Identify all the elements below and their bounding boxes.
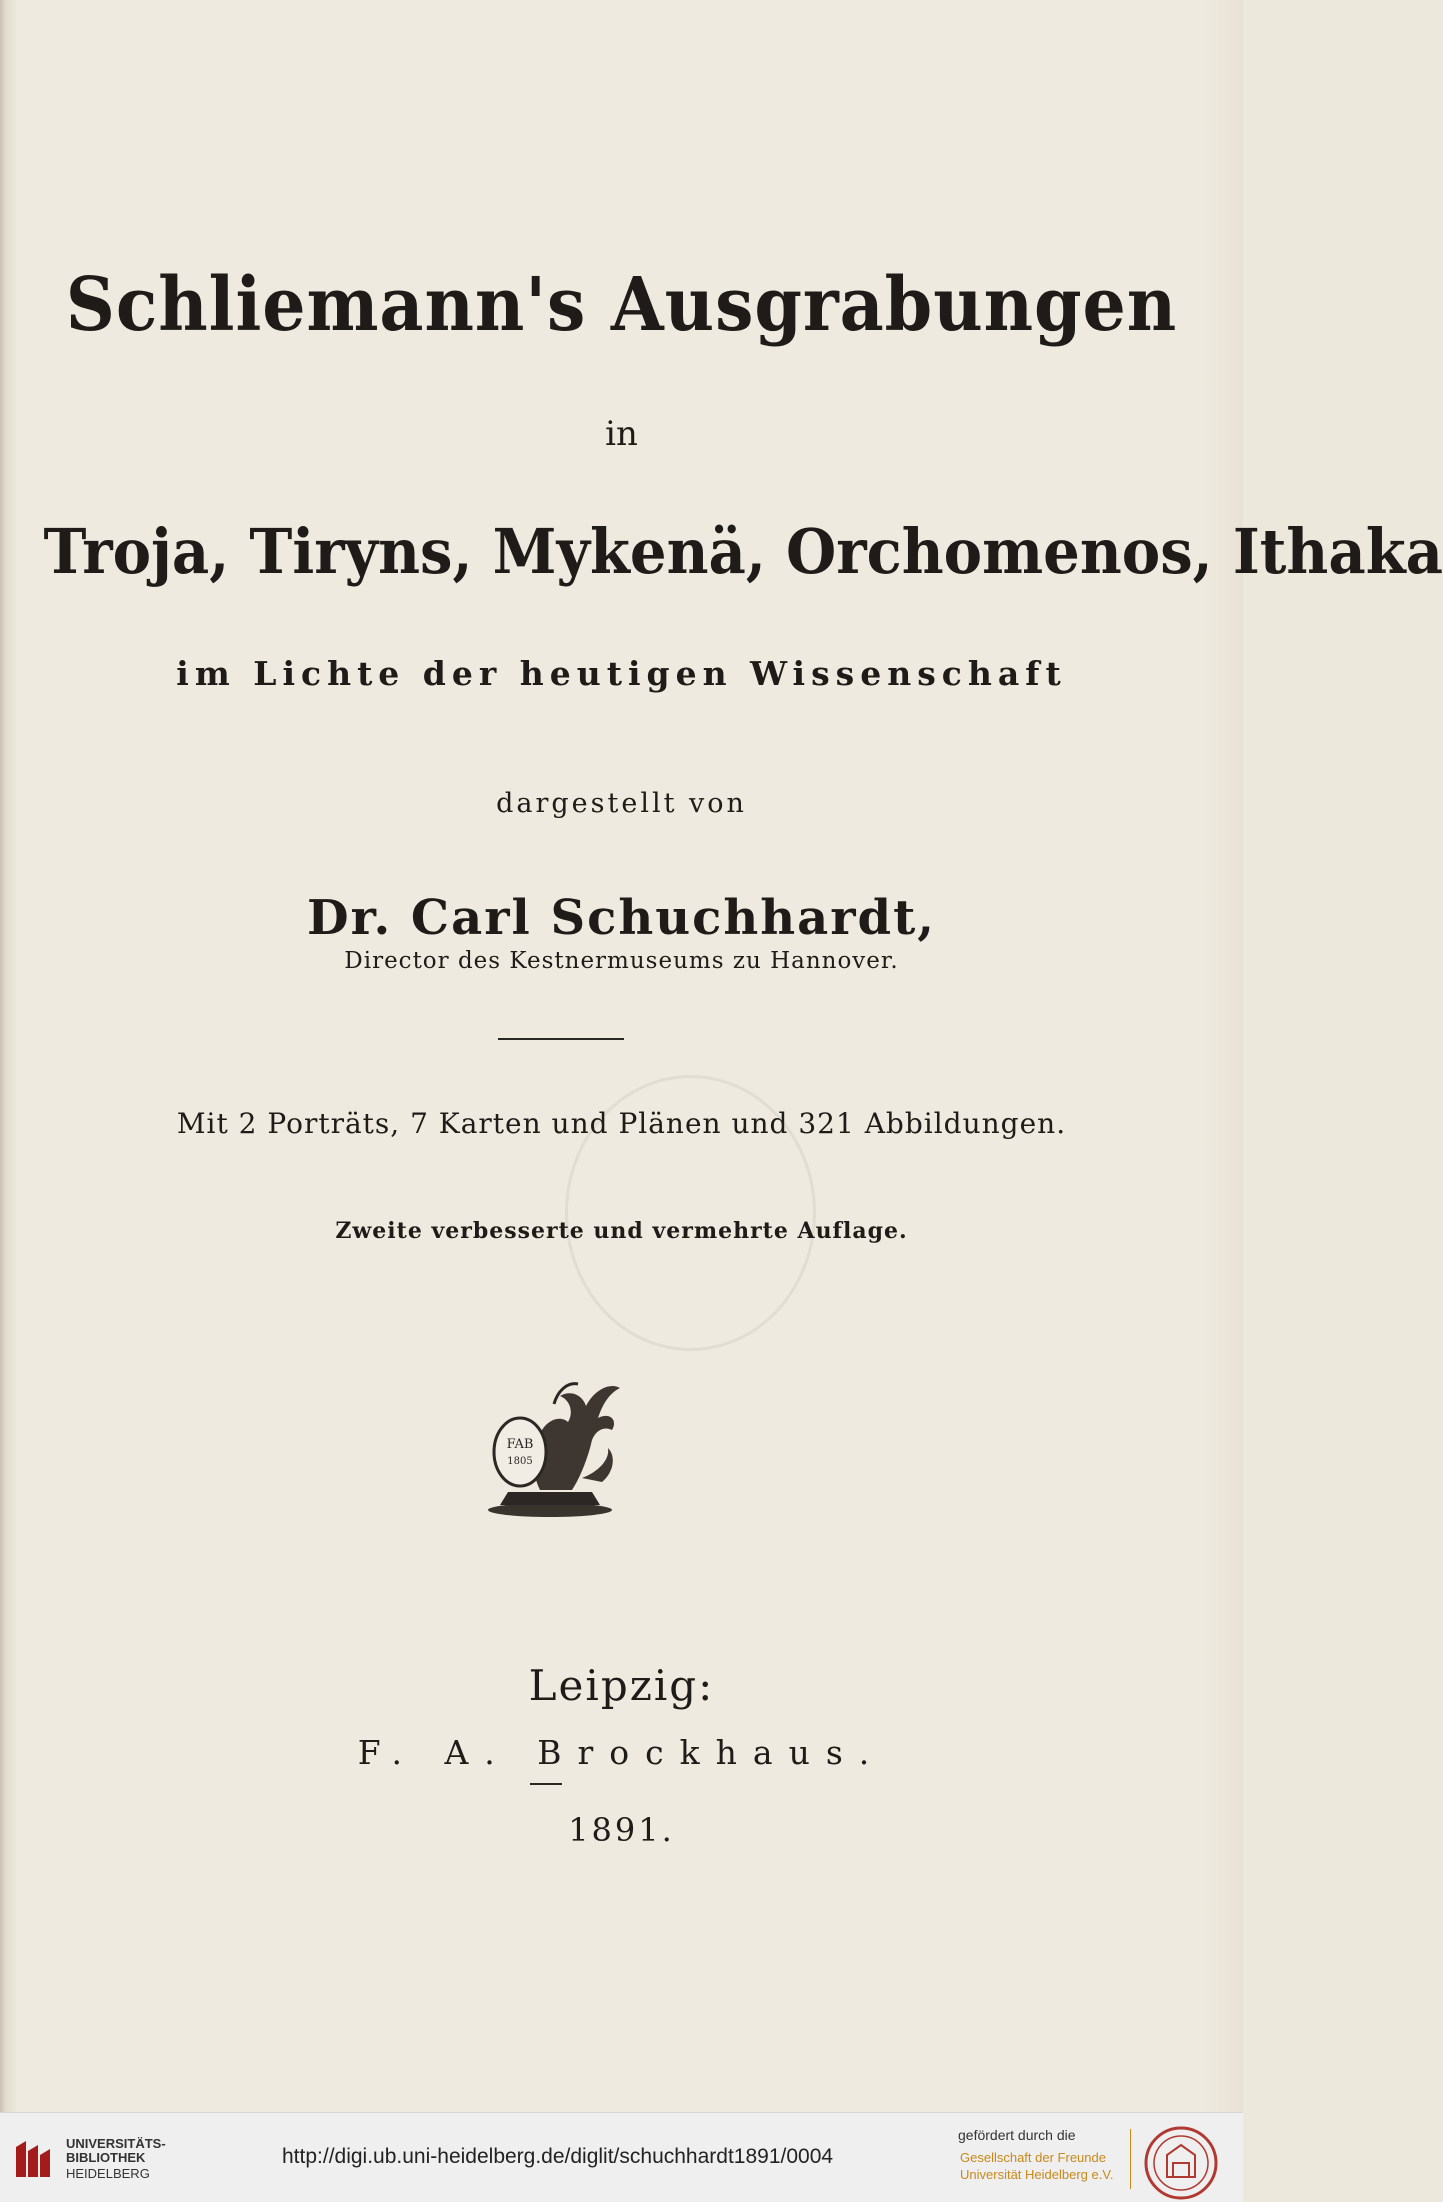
digitization-footer [0, 2112, 1243, 2202]
library-city: HEIDELBERG [66, 2166, 150, 2181]
publication-city: Leipzig: [528, 1661, 715, 1710]
sponsor-name [960, 2149, 1113, 2183]
book-subtitle: im Lichte der heutigen Wissenschaft [176, 654, 1067, 693]
publication-year: 1891. [568, 1811, 675, 1849]
edition-note: Zweite verbesserte und vermehrte Auflage. [335, 1218, 908, 1244]
author-role: Director des Kestnermuseums zu Hannover. [344, 948, 899, 974]
university-seal-icon [1143, 2125, 1219, 2201]
sponsor-label: gefördert durch die [958, 2127, 1076, 2143]
title-preposition: in [605, 414, 638, 454]
author-name: Dr. Carl Schuchhardt, [306, 890, 936, 946]
griffin-printer-mark-icon [470, 1360, 630, 1520]
permalink-url[interactable]: http://digi.ub.uni-heidelberg.de/diglit/schuchhardt1891/0004 [282, 2145, 834, 2168]
separator-rule [498, 1038, 624, 1040]
illustrations-note: Mit 2 Porträts, 7 Karten und Plänen und 321 Abbildungen. [176, 1107, 1067, 1140]
excavation-places: Troja, Tiryns, Mykenä, Orchomenos, Ithaka [43, 515, 1443, 588]
sponsor-name-line1: Gesellschaft der Freunde [960, 2150, 1106, 2165]
publisher-name: F. A. Brockhaus. [357, 1733, 886, 1772]
ub-heidelberg-logo-icon [12, 2137, 56, 2181]
sponsor-name-line2: Universität Heidelberg e.V. [960, 2167, 1114, 2182]
presented-by: dargestellt von [496, 788, 747, 819]
sponsor-divider [1130, 2129, 1131, 2189]
svg-text:1805: 1805 [507, 1456, 533, 1467]
short-rule [530, 1783, 562, 1785]
svg-text:FAB: FAB [506, 1437, 534, 1452]
library-name: UNIVERSITÄTS- BIBLIOTHEK [66, 2136, 166, 2165]
book-title: Schliemann's Ausgrabungen [65, 262, 1178, 348]
